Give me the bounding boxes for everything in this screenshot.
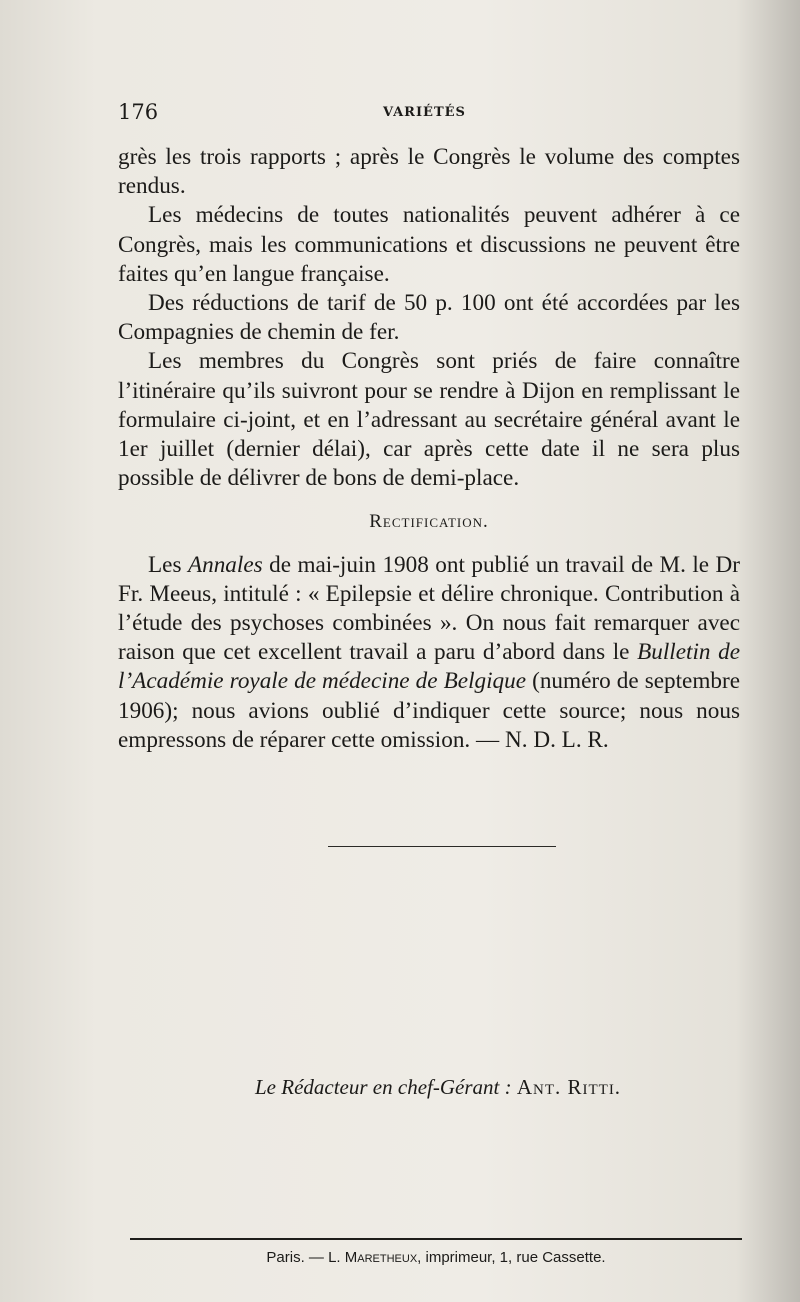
page-number: 176 xyxy=(118,100,159,124)
rectification-heading: Rectification. xyxy=(369,511,489,533)
rectification-text-2: de mai-juin 1908 ont publié un travail de M. le Dr Fr. Meeus, intitulé : « Epilepsie et délire chronique. Contribution à l’étude des psychoses combinées ». On nous fait remarquer avec raison que cet excellent travail a paru d’abord dans le xyxy=(118,551,740,666)
paragraph-nationalities: Les médecins de toutes nationalités peuvent adhérer à ce Congrès, mais les communications et discussions ne peuvent être faites qu’en langue française. xyxy=(118,202,740,287)
journal-title-annales: Annales xyxy=(187,551,263,578)
page-header xyxy=(118,100,738,130)
paragraph-rectification xyxy=(118,551,740,755)
editor-title: Le Rédacteur en chef-Gérant : xyxy=(255,1075,512,1099)
paragraph-itinerary: Les membres du Congrès sont priés de faire connaître l’itinéraire qu’ils suivront pour se rendre à Dijon en remplissant le formulaire ci-joint, et en l’adressant au secrétaire général avant le 1er juillet (dernier délai), car après cette date il ne sera plus possible de délivrer de bons de demi-place. xyxy=(118,348,740,492)
journal-title-bulletin: Bulletin de l’Académie royale de médecine de Belgique xyxy=(118,639,740,695)
imprint-printer: Maretheux xyxy=(344,1249,418,1266)
section-divider xyxy=(328,846,556,847)
main-text xyxy=(118,143,740,755)
imprint-city: Paris. — L. xyxy=(266,1249,345,1266)
footer-rule xyxy=(130,1238,742,1240)
editor-signature xyxy=(255,1075,621,1100)
printer-imprint xyxy=(130,1249,742,1266)
rectification-text-1: Les xyxy=(148,551,188,578)
rectification-text-3: (numéro de septembre 1906); nous avions oublié d’indiquer cette source; nous nous empressons de réparer cette omission. — N. D. L. R. xyxy=(118,668,740,753)
paragraph-tariff-reductions: Des réductions de tarif de 50 p. 100 ont été accordées par les Compagnies de chemin de fer. xyxy=(118,290,740,346)
imprint-address: , imprimeur, 1, rue Cassette. xyxy=(417,1249,606,1266)
paragraph-continuation: grès les trois rapports ; après le Congrès le volume des comptes rendus. xyxy=(118,144,740,200)
running-head: VARIÉTÉS xyxy=(383,105,466,120)
editor-name: Ant. Ritti. xyxy=(516,1075,622,1099)
